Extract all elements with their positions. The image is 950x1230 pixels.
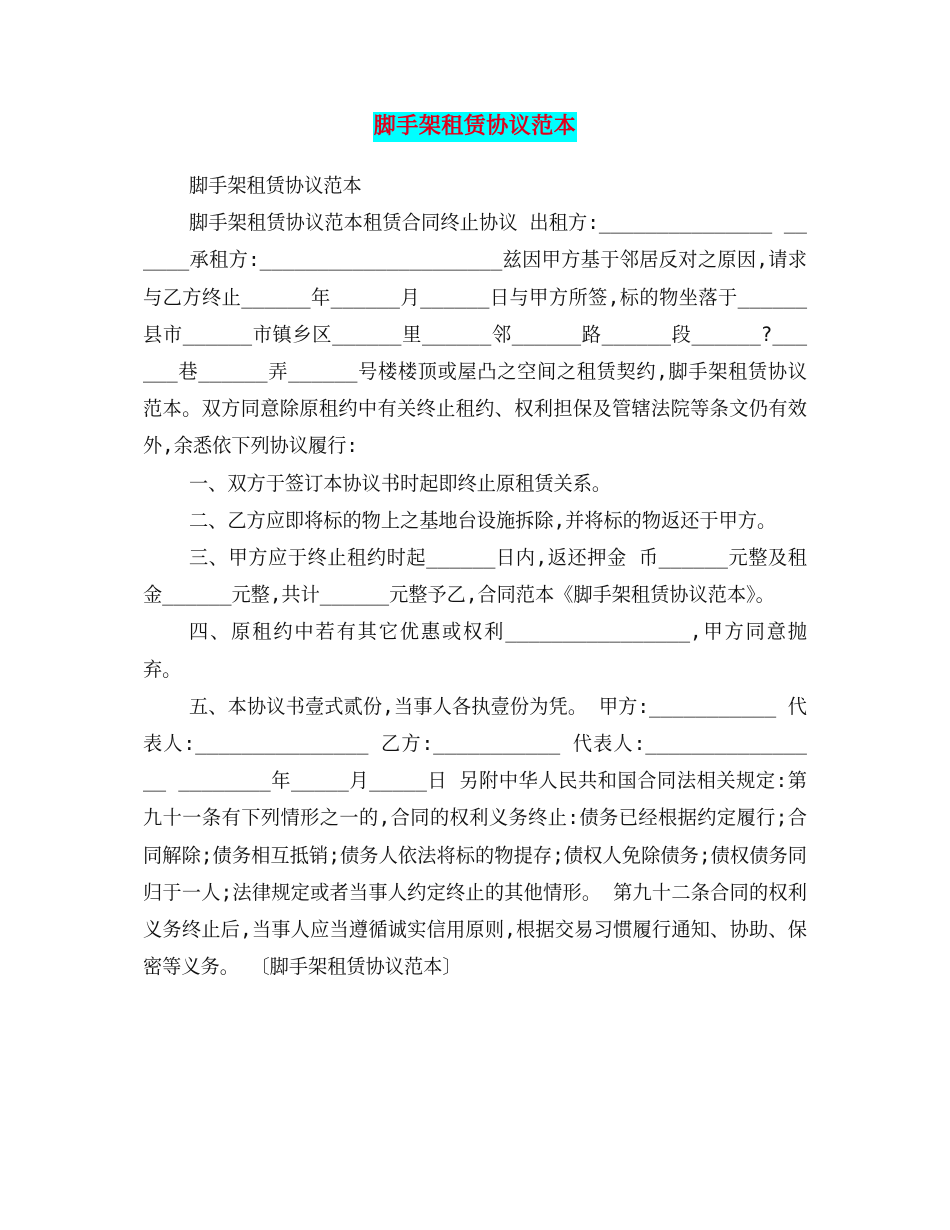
paragraph-clause-3: 三、甲方应于终止租约时起______日内,返还押金 币______元整及租金______元整,共计______元整予乙,合同范本《脚手架租赁协议范本》。 — [143, 546, 807, 607]
paragraph-clause-1: 一、双方于签订本协议书时起即终止原租赁关系。 — [189, 471, 612, 495]
document-body — [143, 167, 807, 985]
title-container — [0, 112, 950, 142]
paragraph-heading: 脚手架租赁协议范本 — [189, 174, 362, 197]
paragraph-clause-2: 二、乙方应即将标的物上之基地台设施拆除,并将标的物返还于甲方。 — [189, 508, 777, 532]
paragraph-clause-4: 四、原租约中若有其它优惠或权利________________,甲方同意抛弃。 — [143, 620, 807, 681]
paragraph-intro: 脚手架租赁协议范本租赁合同终止协议 出租方:_______________ ______承租方:_____________________兹因甲方基于邻居反对之原因,请求与乙方终止______年______月______日与甲方所签,标的物坐落于______县市______市镇乡区______里______邻______路______段______?______巷______弄______号楼楼顶或屋凸之空间之租赁契约,脚手架租赁协议范本。双方同意除原租约中有关终止租约、权利担保及管辖法院等条文仍有效外,余悉依下列协议履行: — [143, 211, 807, 458]
document-title: 脚手架租赁协议范本 — [373, 112, 578, 142]
paragraph-clause-5: 五、本协议书壹式贰份,当事人各执壹份为凭。 甲方:___________ 代表人:_______________ 乙方:___________ 代表人:________________ ________年_____月_____日 另附中华人民共和国合同法相关规定:第九十一条有下列情形之一的,合同的权利义务终止:债务已经根据约定履行;合同解除;债务相互抵销;债务人依法将标的物提存;债权人免除债务;债权债务同归于一人;法律规定或者当事人约定终止的其他情形。 第九十二条合同的权利义务终止后,当事人应当遵循诚实信用原则,根据交易习惯履行通知、协助、保密等义务。 〔脚手架租赁协议范本〕 — [143, 694, 807, 979]
